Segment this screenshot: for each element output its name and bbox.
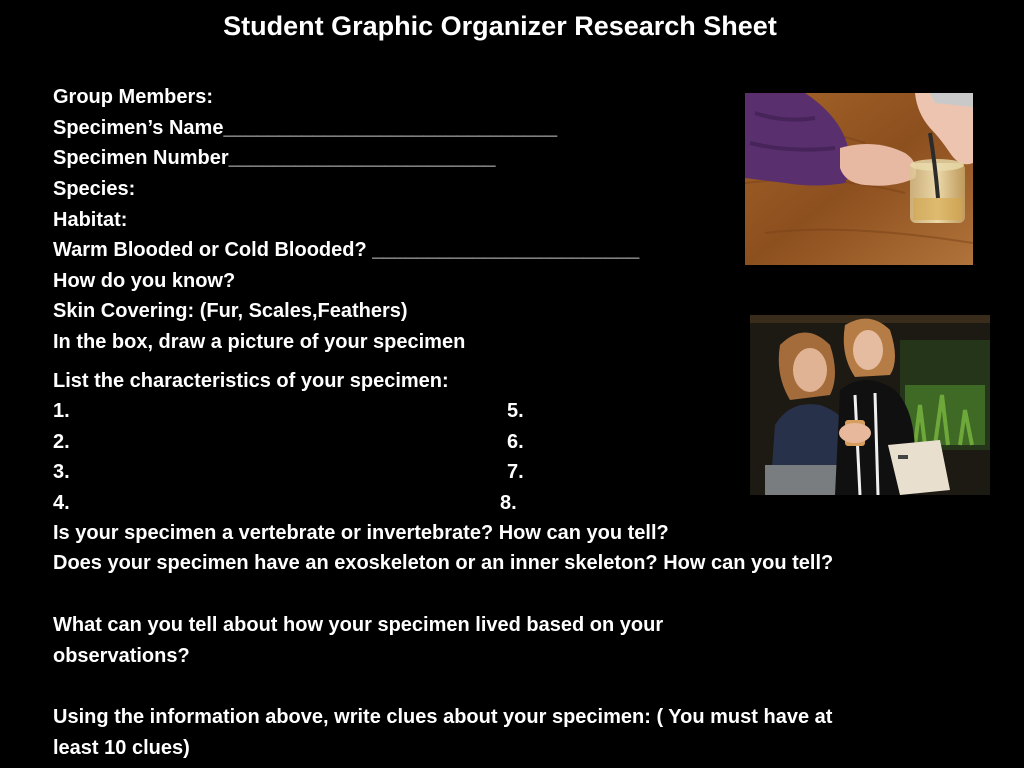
- list-number-1: 1.: [53, 400, 70, 422]
- vertebrate-question: Is your specimen a vertebrate or invertebrate? How can you tell?: [53, 522, 669, 544]
- students-photo: [750, 315, 990, 495]
- list-number-8: 8.: [500, 492, 517, 514]
- habitat-label: Habitat:: [53, 209, 128, 231]
- specimen-jar-photo: [745, 93, 973, 265]
- specimen-number-field: Specimen Number________________________: [53, 147, 496, 169]
- list-number-5: 5.: [507, 400, 524, 422]
- list-number-4: 4.: [53, 492, 70, 514]
- species-label: Species:: [53, 178, 136, 200]
- list-number-6: 6.: [507, 431, 524, 453]
- group-members-label: Group Members:: [53, 86, 214, 108]
- how-do-you-know-label: How do you know?: [53, 270, 236, 292]
- draw-picture-instruction: In the box, draw a picture of your specimen: [53, 331, 466, 353]
- page-title: Student Graphic Organizer Research Sheet: [223, 11, 777, 41]
- clues-instruction: Using the information above, write clues about your specimen: ( You must have at least 10 clues): [53, 706, 833, 759]
- list-number-2: 2.: [53, 431, 70, 453]
- list-number-7: 7.: [507, 461, 524, 483]
- specimen-name-field: Specimen’s Name______________________________: [53, 117, 558, 139]
- list-characteristics-label: List the characteristics of your specimen:: [53, 370, 449, 392]
- skin-covering-label: Skin Covering: (Fur, Scales,Feathers): [53, 300, 408, 322]
- lived-question: What can you tell about how your specimen lived based on your observations?: [53, 614, 664, 667]
- skeleton-question: Does your specimen have an exoskeleton or an inner skeleton? How can you tell?: [53, 552, 834, 574]
- warm-cold-blooded-field: Warm Blooded or Cold Blooded? ________________________: [53, 239, 640, 261]
- list-number-3: 3.: [53, 461, 70, 483]
